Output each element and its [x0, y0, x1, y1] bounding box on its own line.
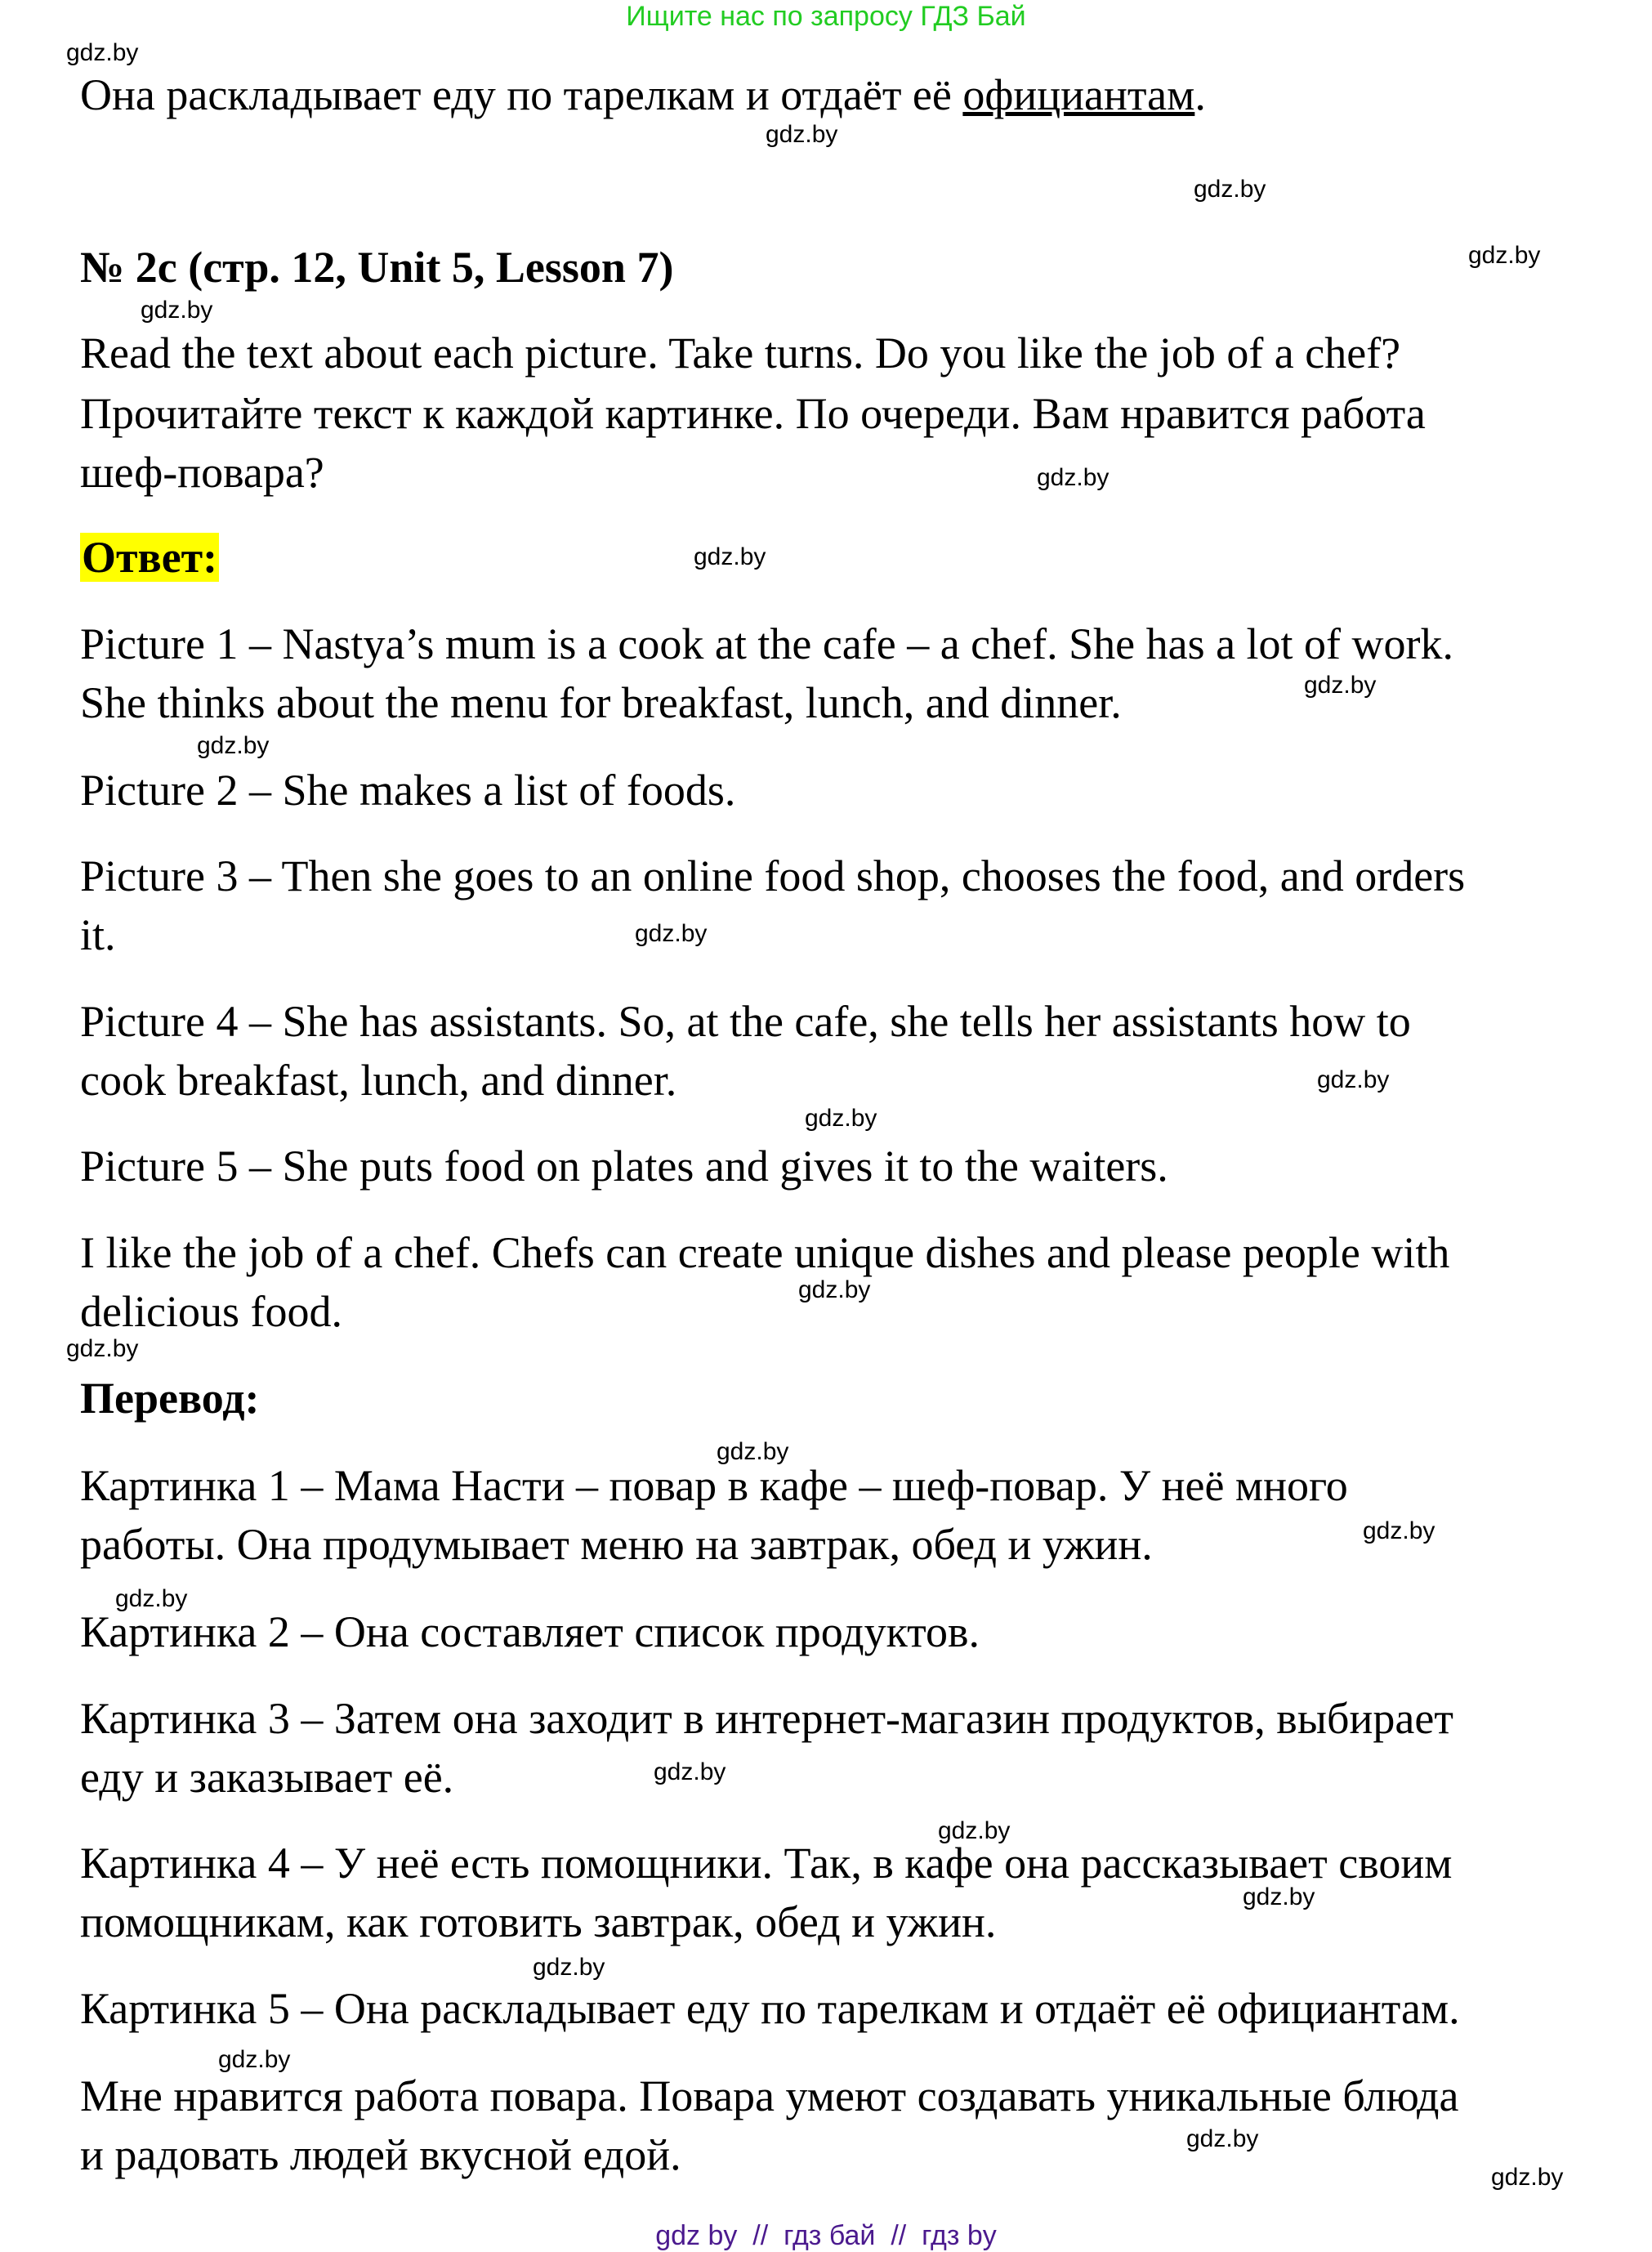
answer-paragraph	[80, 992, 1411, 1110]
text-line: She thinks about the menu for breakfast, lunch, and dinner.	[80, 678, 1122, 727]
text-line: Picture 5 – She puts food on plates and gives it to the waiters.	[80, 1142, 1168, 1191]
prev-punct: .	[1194, 70, 1206, 119]
text-line: delicious food.	[80, 1287, 342, 1336]
watermark: gdz.by	[115, 1585, 188, 1612]
search-banner: Ищите нас по запросу ГДЗ Бай	[626, 1, 1026, 32]
text-line: Картинка 4 – У неё есть помощники. Так, в кафе она рассказывает своим	[80, 1839, 1453, 1888]
footer-links: gdz by // гдз бай // гдз by	[655, 2220, 997, 2251]
watermark: gdz.by	[694, 543, 766, 570]
text-line: Картинка 5 – Она раскладывает еду по тарелкам и отдаёт её официантам.	[80, 1984, 1460, 2033]
answer-paragraph	[80, 761, 735, 820]
prev-text: Она раскладывает еду по тарелкам и отдаёт её	[80, 70, 963, 119]
watermark: gdz.by	[66, 39, 139, 66]
watermark: gdz.by	[1186, 2125, 1259, 2152]
text-line: Картинка 1 – Мама Насти – повар в кафе – шеф-повар. У неё много	[80, 1461, 1348, 1510]
text-line: и радовать людей вкусной едой.	[80, 2130, 681, 2179]
underlined-word: официантам	[962, 70, 1195, 119]
watermark: gdz.by	[635, 920, 708, 947]
answer-paragraph	[80, 847, 1465, 964]
watermark: gdz.by	[1304, 672, 1377, 699]
watermark: gdz.by	[1317, 1066, 1390, 1093]
text-line: Мне нравится работа повара. Повара умеют создавать уникальные блюда	[80, 2071, 1459, 2120]
answer-heading	[80, 528, 219, 587]
text-line: шеф-повара?	[80, 448, 324, 497]
answer-paragraph	[80, 1137, 1168, 1195]
task-russian	[80, 384, 1426, 502]
watermark: gdz.by	[938, 1817, 1011, 1844]
previous-line	[80, 65, 1206, 124]
text-line: it.	[80, 910, 116, 959]
watermark: gdz.by	[717, 1438, 789, 1465]
watermark: gdz.by	[1468, 242, 1541, 269]
watermark: gdz.by	[654, 1758, 726, 1785]
watermark: gdz.by	[1243, 1883, 1315, 1910]
translation-paragraph	[80, 1689, 1453, 1807]
answer-paragraph	[80, 614, 1453, 732]
watermark: gdz.by	[66, 1335, 139, 1362]
translation-paragraph	[80, 1456, 1348, 1574]
text-line: Картинка 2 – Она составляет список продуктов.	[80, 1607, 980, 1656]
answer-label: Ответ:	[82, 533, 218, 582]
text-line: Прочитайте текст к каждой картинке. По очереди. Вам нравится работа	[80, 389, 1426, 438]
watermark: gdz.by	[1363, 1517, 1435, 1544]
text-line: cook breakfast, lunch, and dinner.	[80, 1056, 677, 1105]
task-english: Read the text about each picture. Take turns. Do you like the job of a chef?	[80, 328, 1401, 378]
text-line: I like the job of a chef. Chefs can create unique dishes and please people with	[80, 1228, 1450, 1277]
watermark: gdz.by	[1037, 464, 1110, 491]
watermark: gdz.by	[197, 732, 270, 759]
watermark: gdz.by	[533, 1954, 605, 1981]
answer-paragraph	[80, 1223, 1449, 1341]
exercise-title: № 2c (стр. 12, Unit 5, Lesson 7)	[80, 243, 674, 292]
text-line: Picture 1 – Nastya’s mum is a cook at the cafe – a chef. She has a lot of work.	[80, 619, 1454, 668]
text-line: работы. Она продумывает меню на завтрак, обед и ужин.	[80, 1520, 1153, 1569]
translation-heading: Перевод:	[80, 1374, 260, 1423]
watermark: gdz.by	[141, 297, 213, 324]
translation-paragraph	[80, 1979, 1460, 2038]
translation-paragraph	[80, 1602, 980, 1661]
text-line: еду и заказывает её.	[80, 1753, 454, 1802]
text-line: Picture 2 – She makes a list of foods.	[80, 766, 736, 815]
watermark: gdz.by	[1194, 176, 1266, 203]
text-line: помощникам, как готовить завтрак, обед и ужин.	[80, 1897, 997, 1946]
watermark: gdz.by	[1491, 2164, 1564, 2191]
text-line: Picture 4 – She has assistants. So, at the cafe, she tells her assistants how to	[80, 997, 1411, 1046]
watermark: gdz.by	[805, 1105, 877, 1132]
text-line: Картинка 3 – Затем она заходит в интернет-магазин продуктов, выбирает	[80, 1694, 1453, 1743]
watermark: gdz.by	[218, 2046, 291, 2073]
watermark: gdz.by	[766, 121, 838, 148]
text-line: Picture 3 – Then she goes to an online food shop, chooses the food, and orders	[80, 851, 1466, 900]
watermark: gdz.by	[798, 1276, 871, 1303]
